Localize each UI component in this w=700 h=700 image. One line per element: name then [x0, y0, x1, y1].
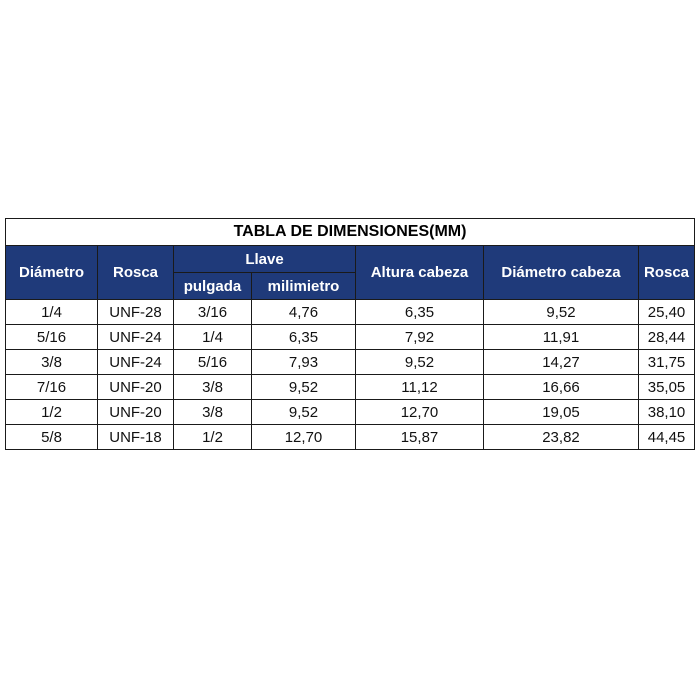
- header-llave: Llave: [174, 246, 356, 273]
- header-pulgada: pulgada: [174, 273, 252, 300]
- cell-rosca-largo: 31,75: [639, 350, 695, 375]
- header-rosca-largo: Rosca: [639, 246, 695, 300]
- table-row: [6, 300, 695, 325]
- cell-diametro: 1/4: [6, 300, 98, 325]
- cell-milimietro: 6,35: [252, 325, 356, 350]
- header-milimietro: milimietro: [252, 273, 356, 300]
- cell-rosca: UNF-20: [98, 375, 174, 400]
- cell-pulgada: 5/16: [174, 350, 252, 375]
- table-row: [6, 325, 695, 350]
- cell-altura-cabeza: 15,87: [356, 425, 484, 450]
- cell-pulgada: 1/4: [174, 325, 252, 350]
- cell-rosca: UNF-20: [98, 400, 174, 425]
- cell-diametro-cabeza: 11,91: [484, 325, 639, 350]
- cell-altura-cabeza: 12,70: [356, 400, 484, 425]
- cell-rosca-largo: 25,40: [639, 300, 695, 325]
- cell-diametro: 3/8: [6, 350, 98, 375]
- cell-diametro: 5/8: [6, 425, 98, 450]
- table-title: TABLA DE DIMENSIONES(MM): [6, 219, 695, 246]
- table-row: [6, 400, 695, 425]
- cell-diametro-cabeza: 23,82: [484, 425, 639, 450]
- cell-pulgada: 1/2: [174, 425, 252, 450]
- cell-rosca-largo: 44,45: [639, 425, 695, 450]
- cell-diametro: 7/16: [6, 375, 98, 400]
- cell-diametro-cabeza: 14,27: [484, 350, 639, 375]
- cell-rosca: UNF-24: [98, 325, 174, 350]
- table-row: [6, 375, 695, 400]
- dimensions-table-container: [5, 218, 694, 450]
- cell-altura-cabeza: 11,12: [356, 375, 484, 400]
- cell-altura-cabeza: 7,92: [356, 325, 484, 350]
- cell-pulgada: 3/8: [174, 400, 252, 425]
- dimensions-table: [5, 218, 695, 450]
- cell-rosca: UNF-28: [98, 300, 174, 325]
- cell-rosca-largo: 28,44: [639, 325, 695, 350]
- cell-diametro-cabeza: 19,05: [484, 400, 639, 425]
- table-row: [6, 425, 695, 450]
- cell-rosca: UNF-24: [98, 350, 174, 375]
- cell-altura-cabeza: 9,52: [356, 350, 484, 375]
- header-diametro-cabeza: Diámetro cabeza: [484, 246, 639, 300]
- header-rosca: Rosca: [98, 246, 174, 300]
- cell-milimietro: 7,93: [252, 350, 356, 375]
- cell-milimietro: 12,70: [252, 425, 356, 450]
- cell-rosca: UNF-18: [98, 425, 174, 450]
- cell-rosca-largo: 35,05: [639, 375, 695, 400]
- header-diametro: Diámetro: [6, 246, 98, 300]
- cell-diametro: 1/2: [6, 400, 98, 425]
- cell-pulgada: 3/8: [174, 375, 252, 400]
- cell-diametro: 5/16: [6, 325, 98, 350]
- cell-rosca-largo: 38,10: [639, 400, 695, 425]
- cell-milimietro: 9,52: [252, 400, 356, 425]
- cell-milimietro: 4,76: [252, 300, 356, 325]
- cell-pulgada: 3/16: [174, 300, 252, 325]
- table-row: [6, 350, 695, 375]
- cell-altura-cabeza: 6,35: [356, 300, 484, 325]
- header-altura-cabeza: Altura cabeza: [356, 246, 484, 300]
- cell-diametro-cabeza: 16,66: [484, 375, 639, 400]
- cell-diametro-cabeza: 9,52: [484, 300, 639, 325]
- cell-milimietro: 9,52: [252, 375, 356, 400]
